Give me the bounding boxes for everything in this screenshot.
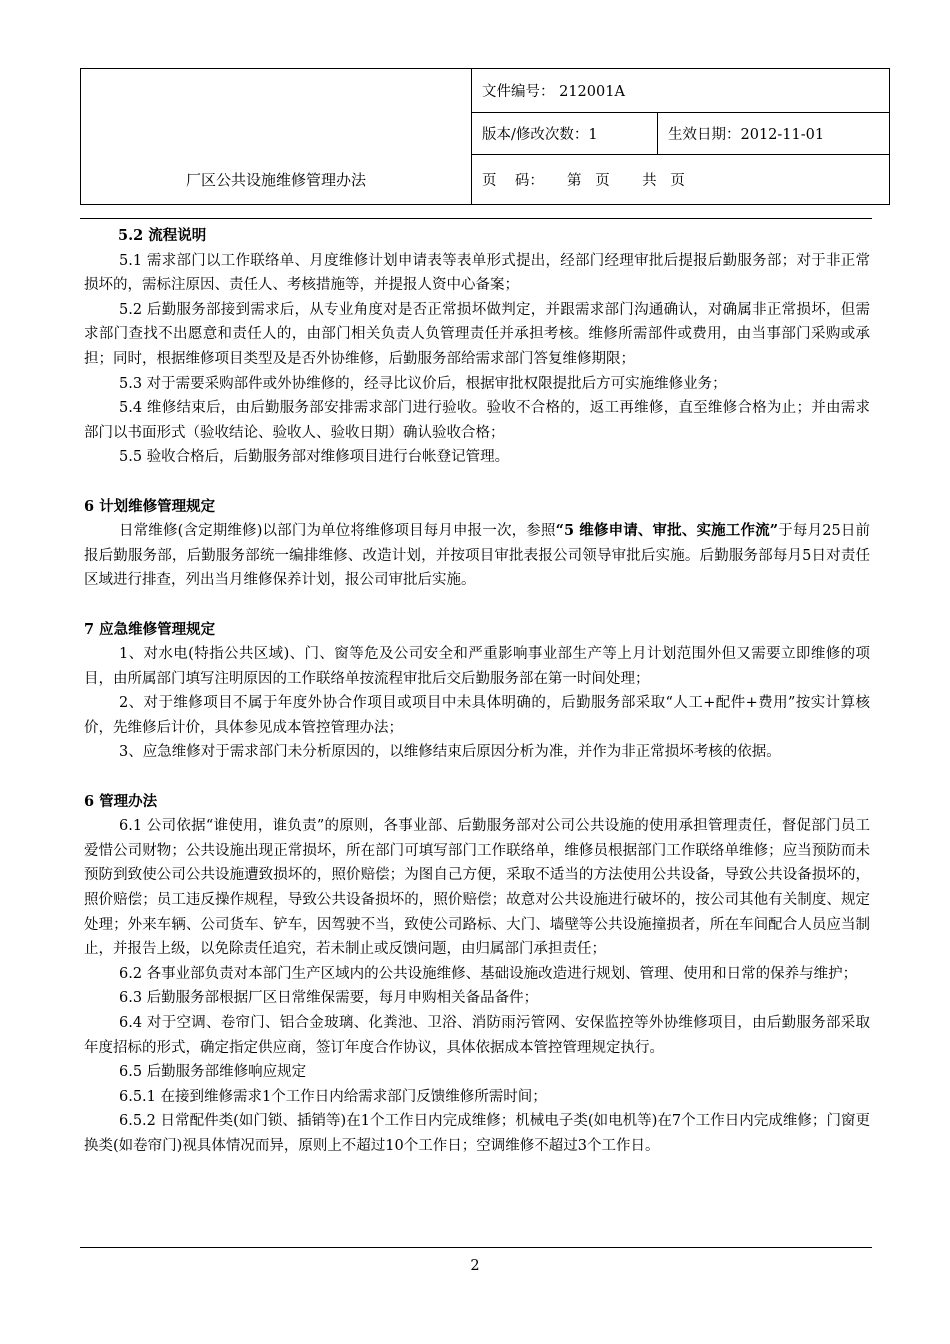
paragraph: 6.4 对于空调、卷帘门、铝合金玻璃、化粪池、卫浴、消防雨污管网、安保监控等外协维修项目，由后勤服务部采取年度招标的形式，确定指定供应商，签订年度合作协议，具体依据成本管控管理规定执行。: [84, 1015, 870, 1056]
paragraph: 5.2 后勤服务部接到需求后，从专业角度对是否正常损坏做判定，并跟需求部门沟通确认，对确属非正常损坏，但需求部门查找不出愿意和责任人的，由部门相关负责人负管理责任并承担考核。维修所需部件或费用，由当事部门采购或承担；同时，根据维修项目类型及是否外协维修，后勤服务部给需求部门答复维修期限；: [84, 301, 870, 367]
section-heading-planned-maintenance: 6 计划维修管理规定: [84, 497, 216, 515]
paragraph: 5.5 验收合格后，后勤服务部对维修项目进行台帐登记管理。: [119, 449, 510, 466]
paragraph: 5.1 需求部门以工作联络单、月度维修计划申请表等表单形式提出，经部门经理审批后提报后勤服务部；对于非正常损坏的，需标注原因、责任人、考核措施等，并提报人资中心备案；: [84, 252, 870, 294]
paragraph-text: 于每月25日前报后勤服务部，后勤服务部统一编排维修、改造计划，并按项目审批表报公司领导审批后实施。后勤服务部每月5日对责任区域进行排查，列出当月维修保养计划，报公司审批后实施。: [84, 523, 871, 589]
paragraph: 3、应急维修对于需求部门未分析原因的，以维修结束后原因分析为准，并作为非正常损坏考核的依据。: [119, 744, 781, 761]
section-heading-process: 5.2 流程说明: [118, 227, 207, 244]
paragraph: 6.1 公司依据“谁使用，谁负责”的原则，各事业部、后勤服务部对公司公共设施的使用承担管理责任，督促部门员工爱惜公司财物；公共设施出现正常损坏，所在部门可填写部门工作联络单，维修员根据部门工作联络单维修；应当预防而未预防到致使公司公共设施遭致损坏的，照价赔偿；为图自己方便，采取不适当的方法使用公共设备，导致公共设备损坏的，照价赔偿；员工违反操作规程，导致公共设备损坏的，照价赔偿；故意对公共设施进行破坏的，按公司其他有关制度、规定处理；外来车辆、公司货车、铲车，因驾驶不当，致使公司路标、大门、墙壁等公共设施撞损者，所在车间配合人员应当制止，并报告上级，以免除责任追究，若未制止或反馈问题，由归属部门承担责任；: [84, 818, 870, 958]
workflow-reference: “5 维修申请、审批、实施工作流”: [555, 522, 779, 540]
document-header-table: [80, 68, 890, 205]
file-number: 文件编号： 212001A: [472, 69, 890, 113]
paragraph: 6.5.2 日常配件类(如门锁、插销等)在1个工作日内完成维修；机械电子类(如电机等)在7个工作日内完成维修；门窗更换类(如卷帘门)视具体情况而异，原则上不超过10个工作日；空调维修不超过3个工作日。: [84, 1113, 870, 1154]
paragraph: 6.5.1 在接到维修需求1个工作日内给需求部门反馈维修所需时间；: [119, 1088, 547, 1105]
paragraph: [84, 519, 870, 593]
header-divider: [80, 218, 872, 219]
paragraph: 5.3 对于需要采购部件或外协维修的，经寻比议价后，根据审批权限提批后方可实施维修业务；: [119, 375, 727, 392]
paragraph: 5.4 维修结束后，由后勤服务部安排需求部门进行验收。验收不合格的，返工再维修，直至维修合格为止；并由需求部门以书面形式（验收结论、验收人、验收日期）确认验收合格；: [84, 400, 870, 441]
paragraph-text: 日常维修(含定期维修)以部门为单位将维修项目每月申报一次，参照: [119, 523, 556, 540]
section-heading-emergency-maintenance: 7 应急维修管理规定: [84, 620, 216, 638]
paragraph: 2、对于维修项目不属于年度外协合作项目或项目中未具体明确的，后勤服务部采取“人工+配件+费用”按实计算核价，先维修后计价，具体参见成本管控管理办法；: [84, 695, 870, 736]
document-title: 厂区公共设施维修管理办法: [81, 69, 472, 205]
footer-divider: [80, 1247, 872, 1248]
version-revision: 版本/修改次数：1: [472, 113, 658, 155]
page-count-field: 页 码： 第 页 共 页: [472, 155, 890, 205]
effective-date: 生效日期：2012-11-01: [658, 113, 890, 155]
document-body: [84, 224, 870, 1159]
paragraph: 1、对水电(特指公共区域)、门、窗等危及公司安全和严重影响事业部生产等上月计划范围外但又需要立即维修的项目，由所属部门填写注明原因的工作联络单按流程审批后交后勤服务部在第一时间处理；: [84, 646, 870, 687]
paragraph: 6.2 各事业部负责对本部门生产区域内的公共设施维修、基础设施改造进行规划、管理、使用和日常的保养与维护；: [119, 965, 858, 982]
page-number: 2: [470, 1258, 480, 1274]
paragraph: 6.5 后勤服务部维修响应规定: [119, 1064, 307, 1081]
section-heading-management-measures: 6 管理办法: [84, 792, 158, 810]
paragraph: 6.3 后勤服务部根据厂区日常维保需要，每月申购相关备品备件；: [119, 990, 539, 1007]
